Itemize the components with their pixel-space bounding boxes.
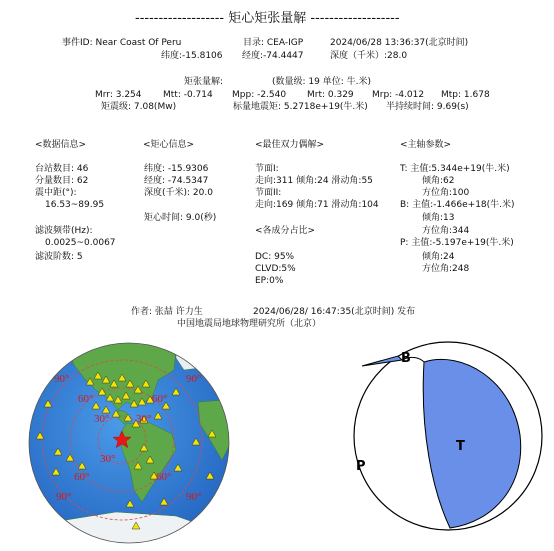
ring-label: 90° [186,491,202,503]
ring-label: 60° [156,471,172,483]
ring-label: 90° [186,373,202,385]
component-count: 分量数目: 62 [35,176,89,186]
filter-band-value: 0.0025~0.0067 [45,238,116,248]
beachball [352,340,544,532]
plane-one-params: 走向:311 倾角:24 滑动角:55 [255,176,373,186]
event-depth: 深度（千米）:28.0 [330,51,408,61]
mpp-value: Mpp: -2.540 [232,90,287,100]
event-id: 事件ID: Near Coast Of Peru [62,38,182,48]
plane-two-params: 走向:169 倾角:71 滑动角:104 [255,200,379,210]
ep-percent: EP:0% [255,276,284,286]
plane-one-label: 节面I: [255,164,279,174]
station-map [26,340,232,546]
centroid-heading: <矩心信息> [143,140,195,150]
b-axis-value: B: 主值:-1.466e+18(牛.米) [400,200,515,210]
centroid-time: 矩心时间: 9.0(秒) [144,213,217,223]
moment-magnitude-unit: (数量级: 19 单位: 牛.米) [272,77,371,87]
centroid-depth: 深度(千米): 20.0 [144,188,213,198]
ring-label: 30° [94,413,110,425]
t-axis-label: T [456,439,465,454]
mtt-value: Mtt: -0.714 [163,90,213,100]
distance-range: 16.53~89.95 [45,200,105,210]
ring-label: 30° [136,413,152,425]
authors: 作者: 张喆 许力生 [131,307,203,317]
principal-axes-heading: <主轴参数> [400,140,452,150]
page-title: ------------------- 矩心矩张量解 ------------------- [135,11,400,26]
station-count: 台站数目: 46 [35,164,89,174]
moment-magnitude: 矩震级: 7.08(Mw) [101,102,177,112]
dc-percent: DC: 95% [255,252,295,262]
plane-two-label: 节面II: [255,188,282,198]
filter-band-label: 滤波频带(Hz): [35,226,93,236]
event-longitude: 经度:-74.4447 [242,51,304,61]
ring-label: 90° [54,373,70,385]
b-axis-azimuth: 方位角:344 [422,226,470,236]
b-axis-plunge: 倾角:13 [422,213,455,223]
mrt-value: Mrt: 0.329 [307,90,354,100]
t-axis-plunge: 倾角:62 [422,176,455,186]
ring-label: 30° [100,453,116,465]
ring-label: 90° [56,491,72,503]
t-axis-azimuth: 方位角:100 [422,188,470,198]
institute: 中国地震局地球物理研究所（北京） [177,319,322,329]
data-info-heading: <数据信息> [35,140,87,150]
mrp-value: Mrp: -4.012 [372,90,425,100]
p-axis-plunge: 倾角:24 [422,252,455,262]
centroid-longitude: 经度: -74.5347 [144,176,209,186]
scalar-moment: 标量地震矩: 5.2718e+19(牛.米) [233,102,368,112]
event-latitude: 纬度:-15.8106 [161,51,223,61]
half-duration: 半持续时间: 9.69(s) [386,102,469,112]
moment-tensor-label: 矩张量解: [184,77,224,87]
p-axis-azimuth: 方位角:248 [422,264,470,274]
mtp-value: Mtp: 1.678 [441,90,490,100]
distance-label: 震中距(°): [35,188,77,198]
centroid-latitude: 纬度: -15.9306 [144,164,209,174]
mrr-value: Mrr: 3.254 [95,90,142,100]
catalog: 目录: CEA-IGP [243,38,304,48]
ring-label: 60° [74,471,90,483]
publish-time: 2024/06/28/ 16:47:35(北京时间) 发布 [253,307,416,317]
t-axis-value: T: 主值:5.344e+19(牛.米) [400,164,510,174]
clvd-percent: CLVD:5% [255,264,296,274]
event-datetime: 2024/06/28 13:36:37(北京时间) [330,38,469,48]
ring-label: 60° [78,393,94,405]
p-axis-label: P [356,459,366,474]
component-ratio-heading: <各成分占比> [255,226,316,236]
b-axis-label: B [401,351,411,366]
p-axis-value: P: 主值:-5.197e+19(牛.米) [400,238,514,248]
filter-order: 滤波阶数: 5 [35,252,83,262]
double-couple-heading: <最佳双力偶解> [255,140,325,150]
ring-label: 60° [152,393,168,405]
